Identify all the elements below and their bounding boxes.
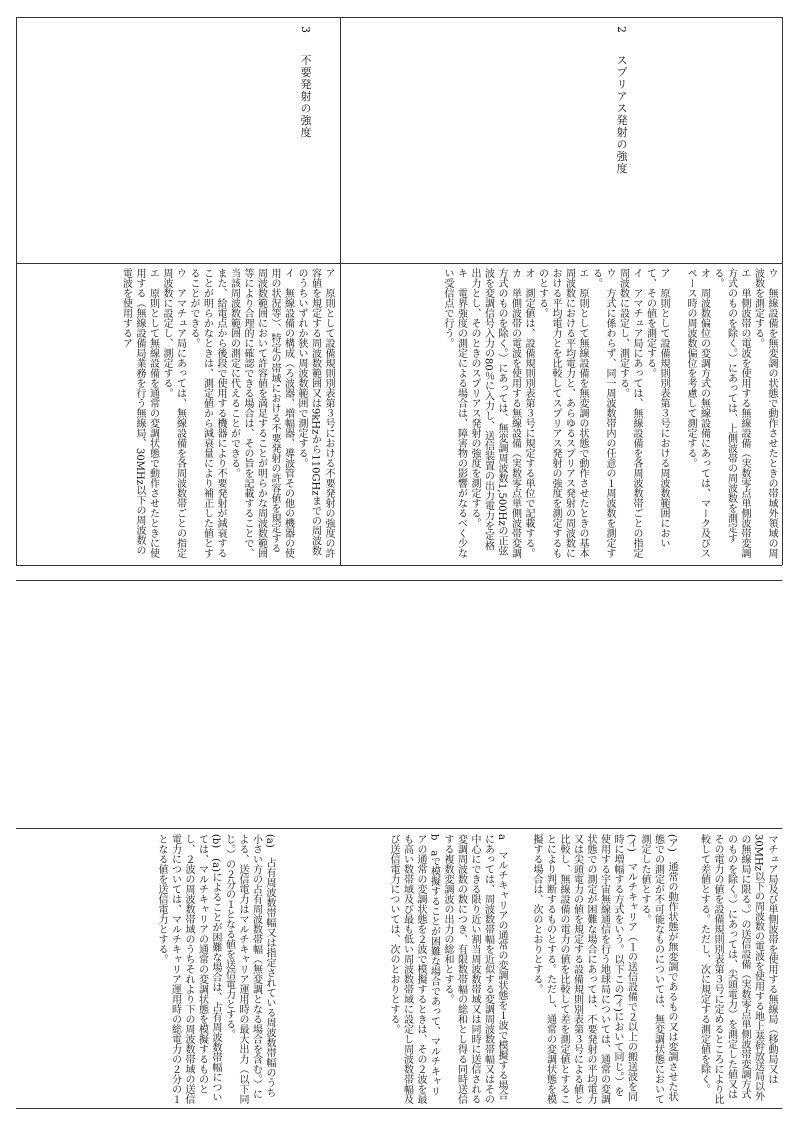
section-2-heading [614, 26, 628, 256]
list-item: ウ 無線設備を無変調の状態で動作させたときの帯域外領域の周波数を測定する。 [752, 268, 777, 558]
column-divider [340, 17, 341, 565]
section-3-number: 3 [299, 26, 312, 34]
list-item: オ 測定値は、設備規則別表第３号に規定する単位で記載する。 [523, 268, 534, 558]
bottom-text-col-1 [680, 834, 778, 1104]
right-border [782, 17, 783, 565]
list-item: エ 原則として無線設備を無変調の状態で動作させたときの基本周波数における平均電力と、あらゆるスプリアス発射の周波数における平均電力とを比較してスプリアス発射の強度を測定するものとする。 [536, 268, 588, 558]
left-border [16, 17, 17, 565]
paragraph: マチュア局及び単側波帯を使用する無線局（移動局又は30MHz以下の周波数の電波を使用する地上基幹放送局以外の無線局に限る。）の送信設備（実数零点単側波帯変調方式のものを除く。）にあっては、尖頭電力）を測定した値又はその電力の値を設備規則別表第３号に定めるところにより比較して差値とする。ただし、次に規定する測定値を除く。 [698, 834, 777, 1104]
section-3-heading [298, 26, 312, 256]
section-divider-mid-2 [16, 580, 782, 581]
bottom-text-col-3 [280, 834, 508, 1104]
bottom-text-col-4 [20, 834, 276, 1104]
list-item: キ 電界強度の測定による場合は、障害物の影響がなるべく少ない受信点で行う。 [442, 268, 467, 558]
list-item: ア 原則として設備規則別表第３号における周波数範囲において、その値を測定する。 [644, 268, 669, 548]
section-2-title: スプリアス発射の強度 [615, 54, 628, 175]
list-item: また、給電点から後段で使用する機器により不要発射が減衰することが明らかなときは、測定値から減衰量により補正した値とすることができる。 [188, 268, 226, 558]
list-item: ウ アマチュア局にあっては、無線設備を各周波数帯ごとの指定周波数に設定し、測定する。 [161, 268, 186, 558]
paragraph: (a) 占有周波数帯幅又は指定されている周波数帯幅のうち小さい方の占有周波数帯幅（無変調となる場合を含む。）による、送信電力はマルチキャリア運用時の最大出力（以下同じ。）の２分の１となる値を送信電力とする。 [223, 834, 275, 1104]
section-2-number: 2 [615, 26, 628, 34]
section-3-items [20, 268, 335, 560]
bottom-border [16, 1108, 782, 1109]
section-divider-top [16, 263, 782, 264]
top-border [16, 17, 782, 18]
bottom-text-col-2 [510, 834, 678, 1104]
list-item: オ 周波数偏位の変調方式の無線設備にあっては、マーク及びスペース時の周波数偏位を考慮して測定する。 [685, 268, 710, 558]
paragraph: b aで模擬することが困難な場合であって、マルチキャリアの通常の変調状態を２波で模擬するときは、その２波を最も高い数帯域及び最も低い周波数帯域に設定し周波数帯幅及び送信電力については、次のとおりとする。 [388, 834, 440, 1104]
list-item: カ 単側波帯の電波を使用する無線設備（実数零点単側波帯変調方式のものを除く。）にあっては、無変調周波数1,500Hzの正弦波を変調信号入力の80％に入力し、送信装置の出力電力を定格出力とし、そのときのスプリアス発射の強度を測定する。 [469, 268, 521, 558]
section-divider-bottom [16, 828, 782, 829]
paragraph: (イ) マルチキャリア（１の送信設備で２以上の搬送波を同時に増幅する方式をいう。以下この(イ)において同じ。）を使用する宇宙無線通信を行う地球局については、通常の変調状態での測定が困難な場合にあっては、不要発射の平均電力又は尖頭電力の値を規定する設備規則別表第３号による値と比較し、無線設備の電力の値を比較して差を測定値とすることにより判断するものとする。ただし、通常の変調状態を模擬する場合は、次のとおりとする。 [531, 834, 637, 1104]
paragraph: (b) (a)によることが困難な場合は、占有周波数帯幅については、マルチキャリアの通常の変調状態を模擬するものとし、２波の周波数帯域のうちそれより下の周波数帯域の送信電力については、マルチキャリア運用時の総電力の２分の１となる値を送信電力とする。 [156, 834, 221, 1104]
top-right-items [678, 268, 778, 560]
list-item: エ 単側波帯の電波を使用する無線設備（実数零点単側波帯変調方式のものを除く。）にあっては、上側波帯の周波数を測定する。 [712, 268, 750, 558]
section-3-title: 不要発射の強度 [299, 54, 312, 139]
paragraph: a マルチキャリアの通常の変調状態を１波で模擬する場合にあっては、周波数帯幅を近似する変調周波数帯幅又はその中心にできる限り近い割当周波数帯域又は同時に送信される変調周波数の数につき、有限数帯幅の総和とし得る同時送信する複数変調波の出力の総和とする。 [442, 834, 507, 1104]
paragraph: (ア) 通常の動作状態が無変調であるもの又は変調させた状態での測定が不可能なものについては、無変調状態において測定した値とする。 [639, 834, 677, 1104]
list-item: イ アマチュア局にあっては、無線設備を各周波数帯ごとの指定周波数に設定し、測定する。 [617, 268, 642, 558]
list-item: ア 原則として設備規則別表第３号における不要発射の強度の許容値を規定する周波数範囲又は9kHzから110GHzまでの周波数のうちいずれか狭い周波数範囲で測定する。 [296, 268, 334, 558]
section-divider-mid-1 [16, 565, 782, 566]
list-item: イ 無線設備の構成（ろ波器、増幅器、導波管その他の機器の使用の状況等）、特定の帯域における不要発射の許容値を規定する周波数範囲において許容値を満足することが明らかな周波数範囲等により合理的に確認できる場合は、その旨を記載することで、当該周波数範囲の測定に代えることができる。 [228, 268, 294, 558]
list-item: エ 原則として無線設備を通常の変調状態で動作させたときに使用する（無線設備局業務を行う無線局、30MHz以下の周波数の電波を使用するア [120, 268, 159, 558]
section-2-items [345, 268, 670, 560]
list-item: ウ 方式に係わらず、同一周波数帯内の任意の１周波数を測定する。 [590, 268, 615, 558]
